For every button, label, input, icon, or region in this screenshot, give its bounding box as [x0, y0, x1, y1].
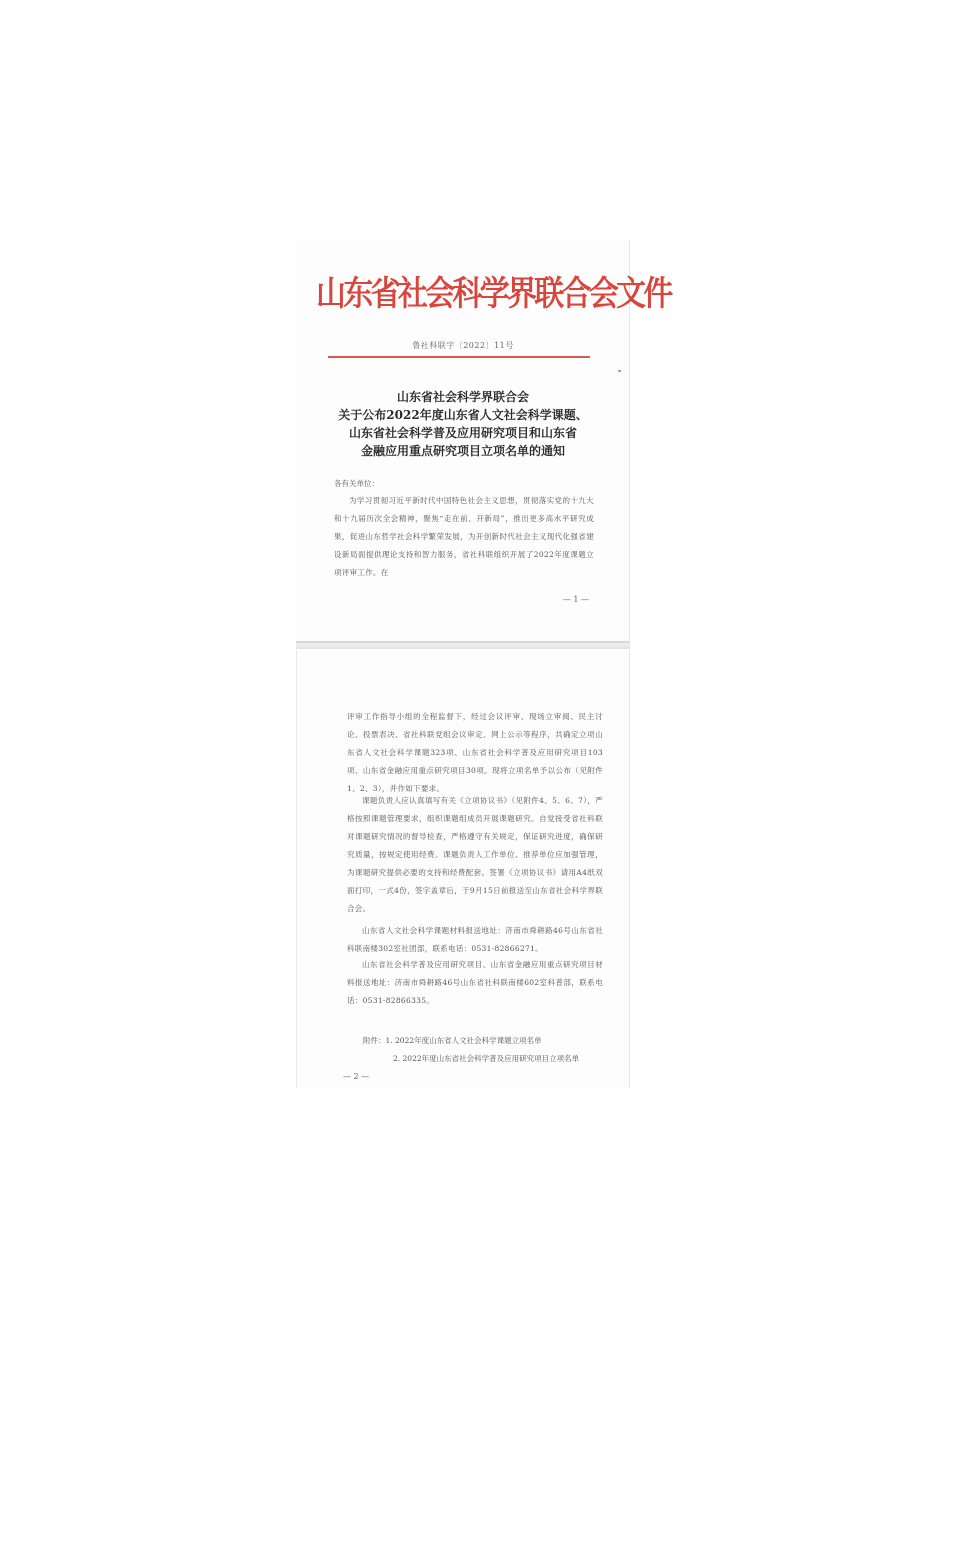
contact-paragraph: 山东省人文社会科学课题材料报送地址：济南市舜耕路46号山东省社科联南楼302室社团部，联系电话：0531-82866271。: [347, 926, 603, 953]
body-paragraph: 课题负责人应认真填写有关《立项协议书》（见附件4、5、6、7），严格按照课题管理要求，组织课题组成员开展课题研究。自觉接受省社科联对课题研究情况的督导检查，严格遵守有关规定，保证研究进度，确保研究质量，按规定使用经费。课题负责人工作单位、推荐单位应加强管理，为课题研究提供必要的支持和经费配套。签署《立项协议书》请用A4纸双面打印，一式4份，签字盖章后，于9月15日前报送至山东省社会科学界联合会。: [347, 796, 603, 913]
notice-title: [316, 388, 610, 460]
title-line: 金融应用重点研究项目立项名单的通知: [360, 444, 565, 458]
scanned-document: [296, 240, 671, 1088]
document-page-1: [296, 240, 671, 642]
contact-paragraph: 山东省社会科学普及应用研究项目、山东省金融应用重点研究项目材料报送地址：济南市舜耕路46号山东省社科联南楼602室科普部，联系电话：0531-82866335。: [347, 960, 603, 1005]
body-paragraph: 评审工作指导小组的全程监督下，经过会议评审、现场立审阅、民主讨论、投票表决、省社科联党组会议审定、网上公示等程序，共确定立项山东省人文社会科学课题323项、山东省社会科学普及应用研究项目103项、山东省金融应用重点研究项目30项。现将立项名单予以公布（见附件1、2、3），并作如下要求。: [347, 712, 603, 793]
title-line: 关于公布2022年度山东省人文社会科学课题、: [338, 408, 588, 422]
attachments-list: [347, 1032, 603, 1068]
page-number: — 2 —: [343, 1072, 370, 1081]
attachments-label: 附件：: [363, 1036, 386, 1045]
title-line: 山东省社会科学普及应用研究项目和山东省: [348, 426, 577, 440]
scan-speck: [618, 370, 621, 372]
masthead: 山东省社会科学界联合会文件: [316, 274, 671, 314]
title-line: 山东省社会科学界联合会: [396, 390, 529, 404]
page-number: — 1 —: [562, 595, 589, 604]
salutation: 各有关单位：: [334, 479, 379, 488]
body-paragraph: 为学习贯彻习近平新时代中国特色社会主义思想，贯彻落实党的十九大和十九届历次全会精神，聚焦“走在前、开新局”，推出更多高水平研究成果，促进山东哲学社会科学繁荣发展，为开创新时代社会主义现代化强省建设新局面提供理论支持和智力服务，省社科联组织开展了2022年度课题立项评审工作。在: [334, 496, 594, 577]
document-page-2: [296, 650, 630, 1088]
document-number: 鲁社科联字〔2022〕11号: [412, 341, 514, 350]
page-separator: [296, 641, 630, 649]
attachment-item: 2. 2022年度山东省社会科学普及应用研究项目立项名单: [393, 1054, 580, 1063]
red-divider-line: [328, 356, 590, 358]
attachment-item: 1. 2022年度山东省人文社会科学课题立项名单: [385, 1036, 542, 1045]
